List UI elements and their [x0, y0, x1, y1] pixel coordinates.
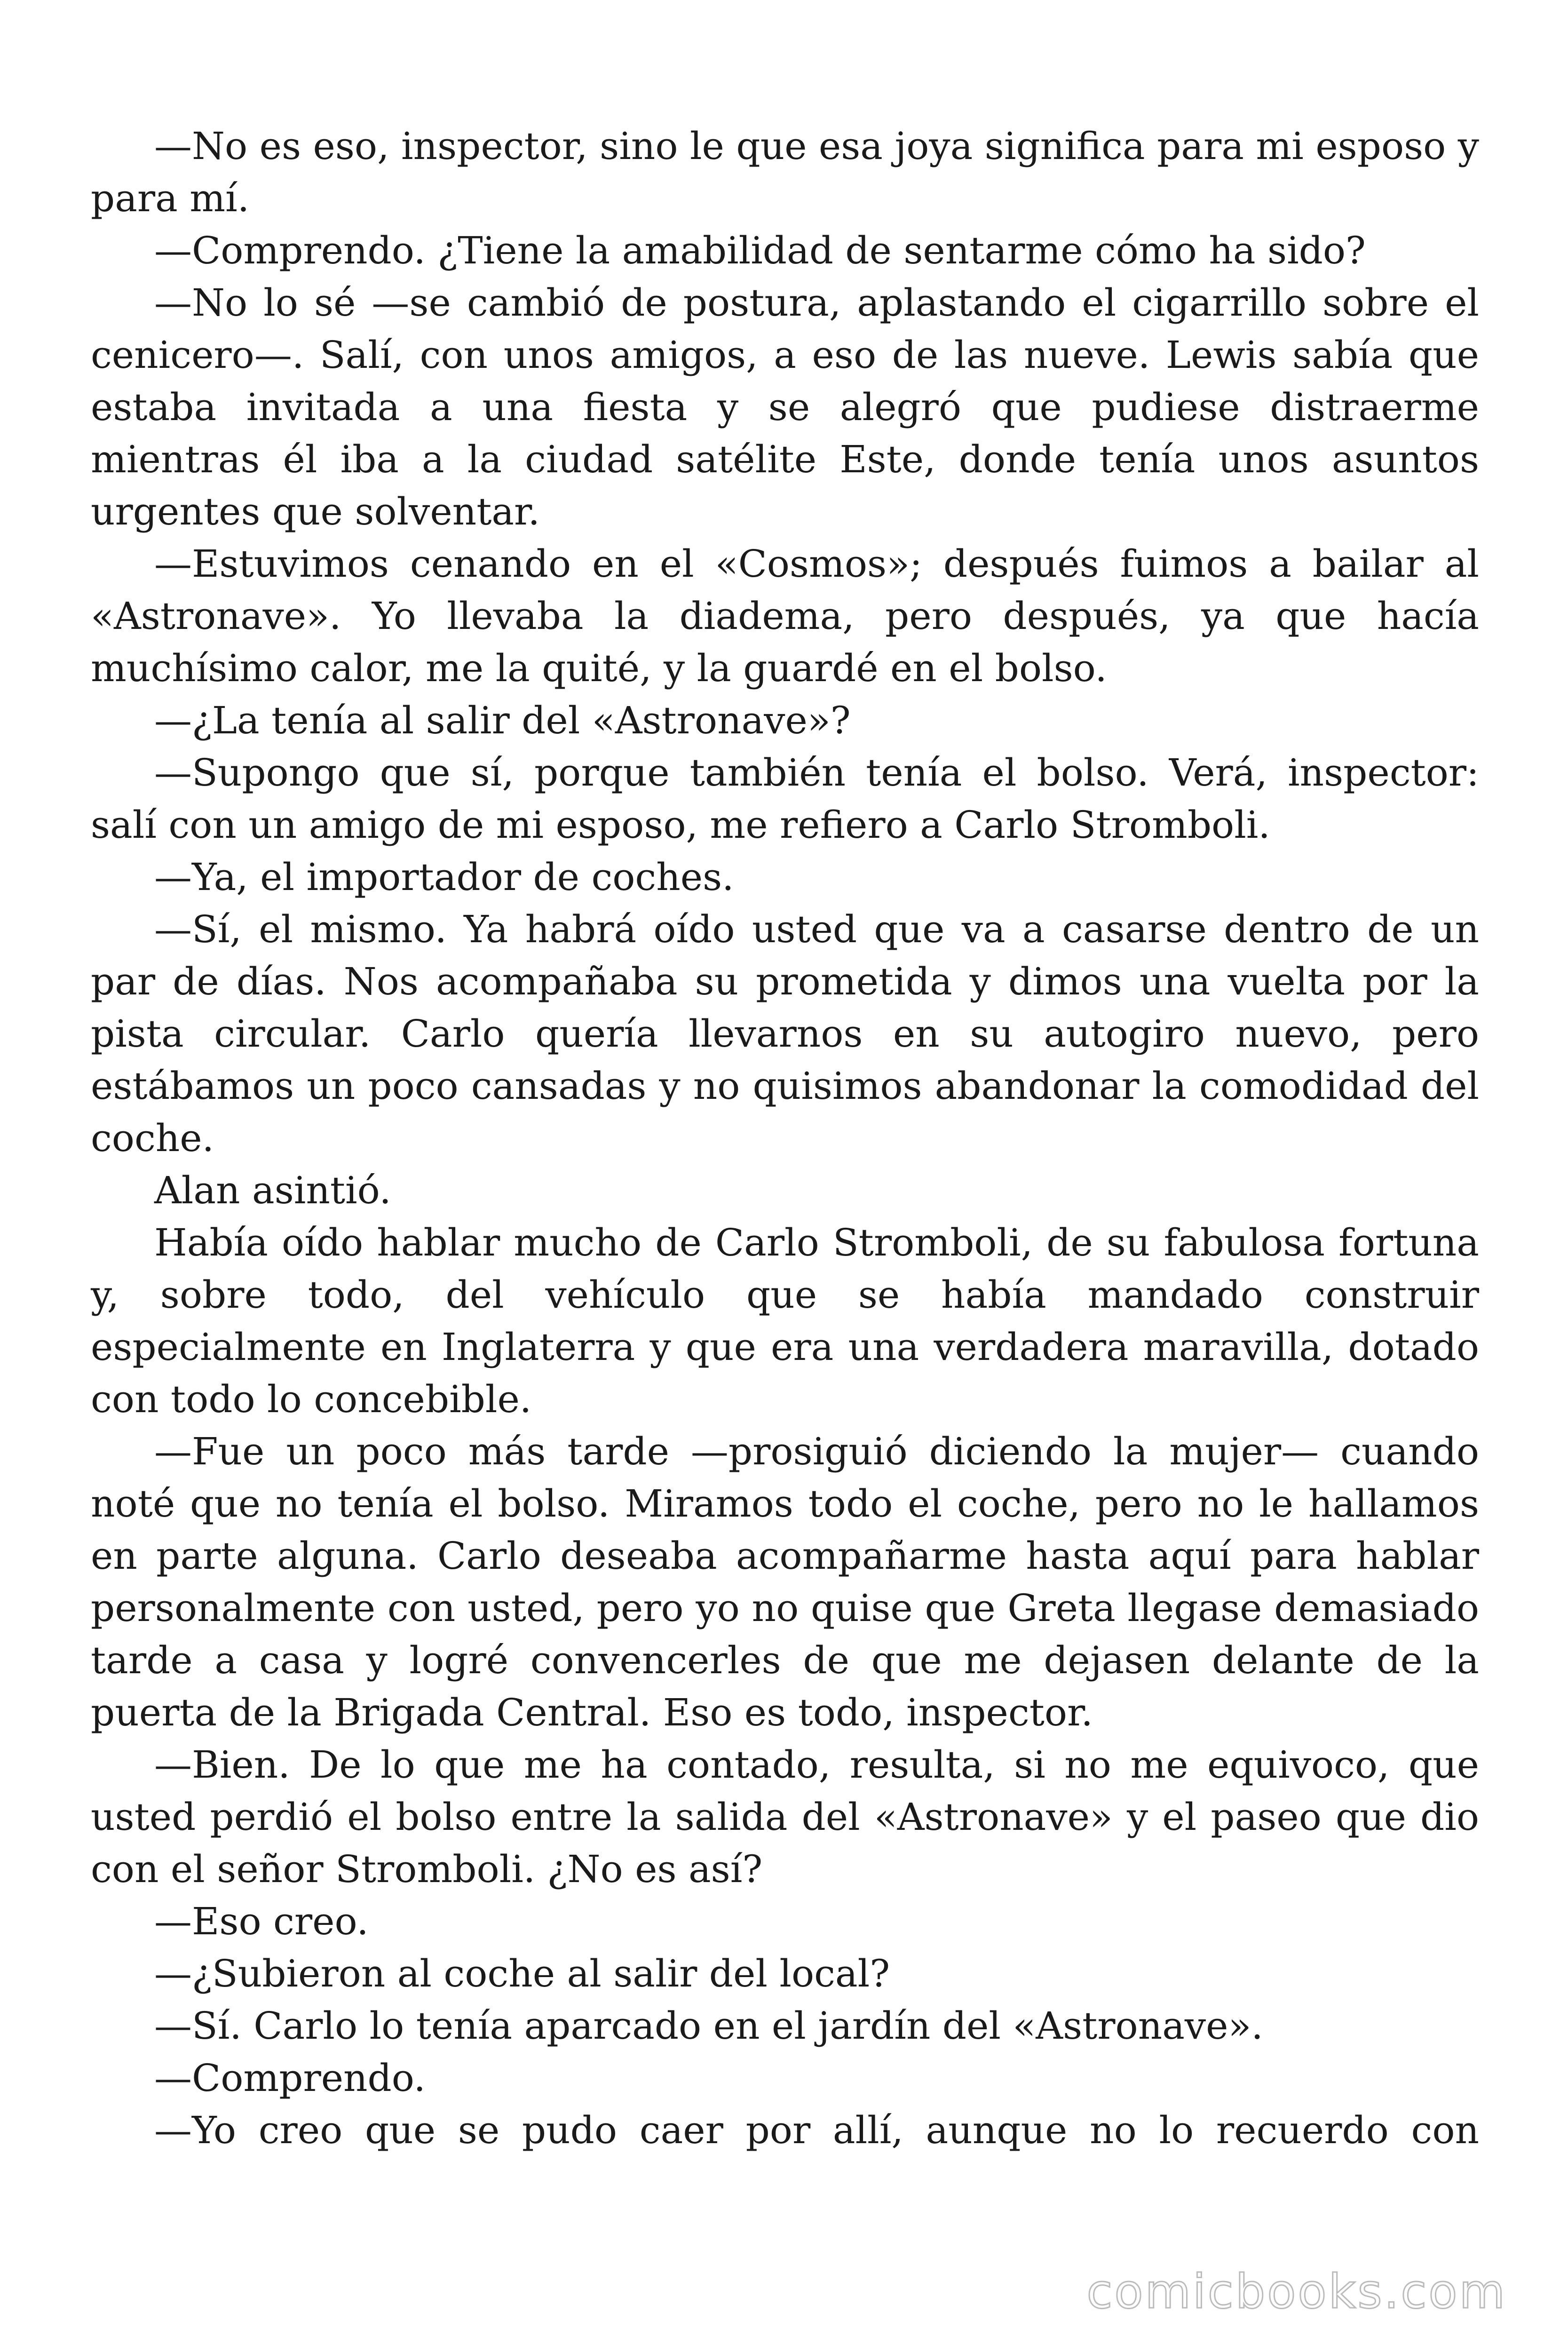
paragraph-14: —¿Subieron al coche al salir del local?: [154, 1952, 890, 1995]
paragraph-13: —Eso creo.: [154, 1899, 369, 1943]
paragraph-7: —Ya, el importador de coches.: [154, 855, 734, 899]
paragraph-15: —Sí. Carlo lo tenía aparcado en el jardín del «Astronave».: [154, 2004, 1263, 2048]
paragraph-4: —Estuvimos cenando en el «Cosmos»; después fuimos a bailar al «Astronave». Yo llevaba la diadema, pero después, ya que hacía muchísimo calor, me la quité, y la guardé en el bolso.: [91, 542, 1479, 690]
paragraph-8: —Sí, el mismo. Ya habrá oído usted que va a casarse dentro de un par de días. Nos acompañaba su prometida y dimos una vuelta por la pista circular. Carlo quería llevarnos en su autogiro nuevo, pero estábamos un poco cansadas y no quisimos abandonar la comodidad del coche.: [91, 907, 1479, 1160]
paragraph-9: Alan asintió.: [154, 1168, 391, 1212]
paragraph-2: —Comprendo. ¿Tiene la amabilidad de sentarme cómo ha sido?: [154, 229, 1366, 272]
watermark: comicbooks.com: [1086, 2264, 1507, 2319]
paragraph-17: —Yo creo que se pudo caer por allí, aunque no lo recuerdo con: [154, 2108, 1479, 2152]
paragraph-10: Había oído hablar mucho de Carlo Stromboli, de su fabulosa fortuna y, sobre todo, del vehículo que se había mandado construir especialmente en Inglaterra y que era una verdadera maravilla, dotado con todo lo concebible.: [91, 1221, 1479, 1421]
paragraph-11: —Fue un poco más tarde —prosiguió diciendo la mujer— cuando noté que no tenía el bolso. Miramos todo el coche, pero no le hallamos en parte alguna. Carlo deseaba acompañarme hasta aquí para hablar personalmente con usted, pero yo no quise que Greta llegase demasiado tarde a casa y logré convencerles de que me dejasen delante de la puerta de la Brigada Central. Eso es todo, inspector.: [91, 1430, 1479, 1734]
paragraph-6: —Supongo que sí, porque también tenía el bolso. Verá, inspector: salí con un amigo de mi esposo, me refiero a Carlo Stromboli.: [91, 751, 1479, 847]
paragraph-1: —No es eso, inspector, sino le que esa joya significa para mi esposo y para mí.: [91, 124, 1479, 220]
paragraph-16: —Comprendo.: [154, 2056, 426, 2100]
body-text: [91, 120, 1479, 2156]
paragraph-3: —No lo sé —se cambió de postura, aplastando el cigarrillo sobre el cenicero—. Salí, con unos amigos, a eso de las nueve. Lewis sabía que estaba invitada a una fiesta y se alegró que pudiese distraerme mientras él iba a la ciudad satélite Este, donde tenía unos asuntos urgentes que solventar.: [91, 281, 1479, 533]
paragraph-5: —¿La tenía al salir del «Astronave»?: [154, 699, 851, 742]
paragraph-12: —Bien. De lo que me ha contado, resulta, si no me equivoco, que usted perdió el bolso entre la salida del «Astronave» y el paseo que dio con el señor Stromboli. ¿No es así?: [91, 1743, 1479, 1891]
